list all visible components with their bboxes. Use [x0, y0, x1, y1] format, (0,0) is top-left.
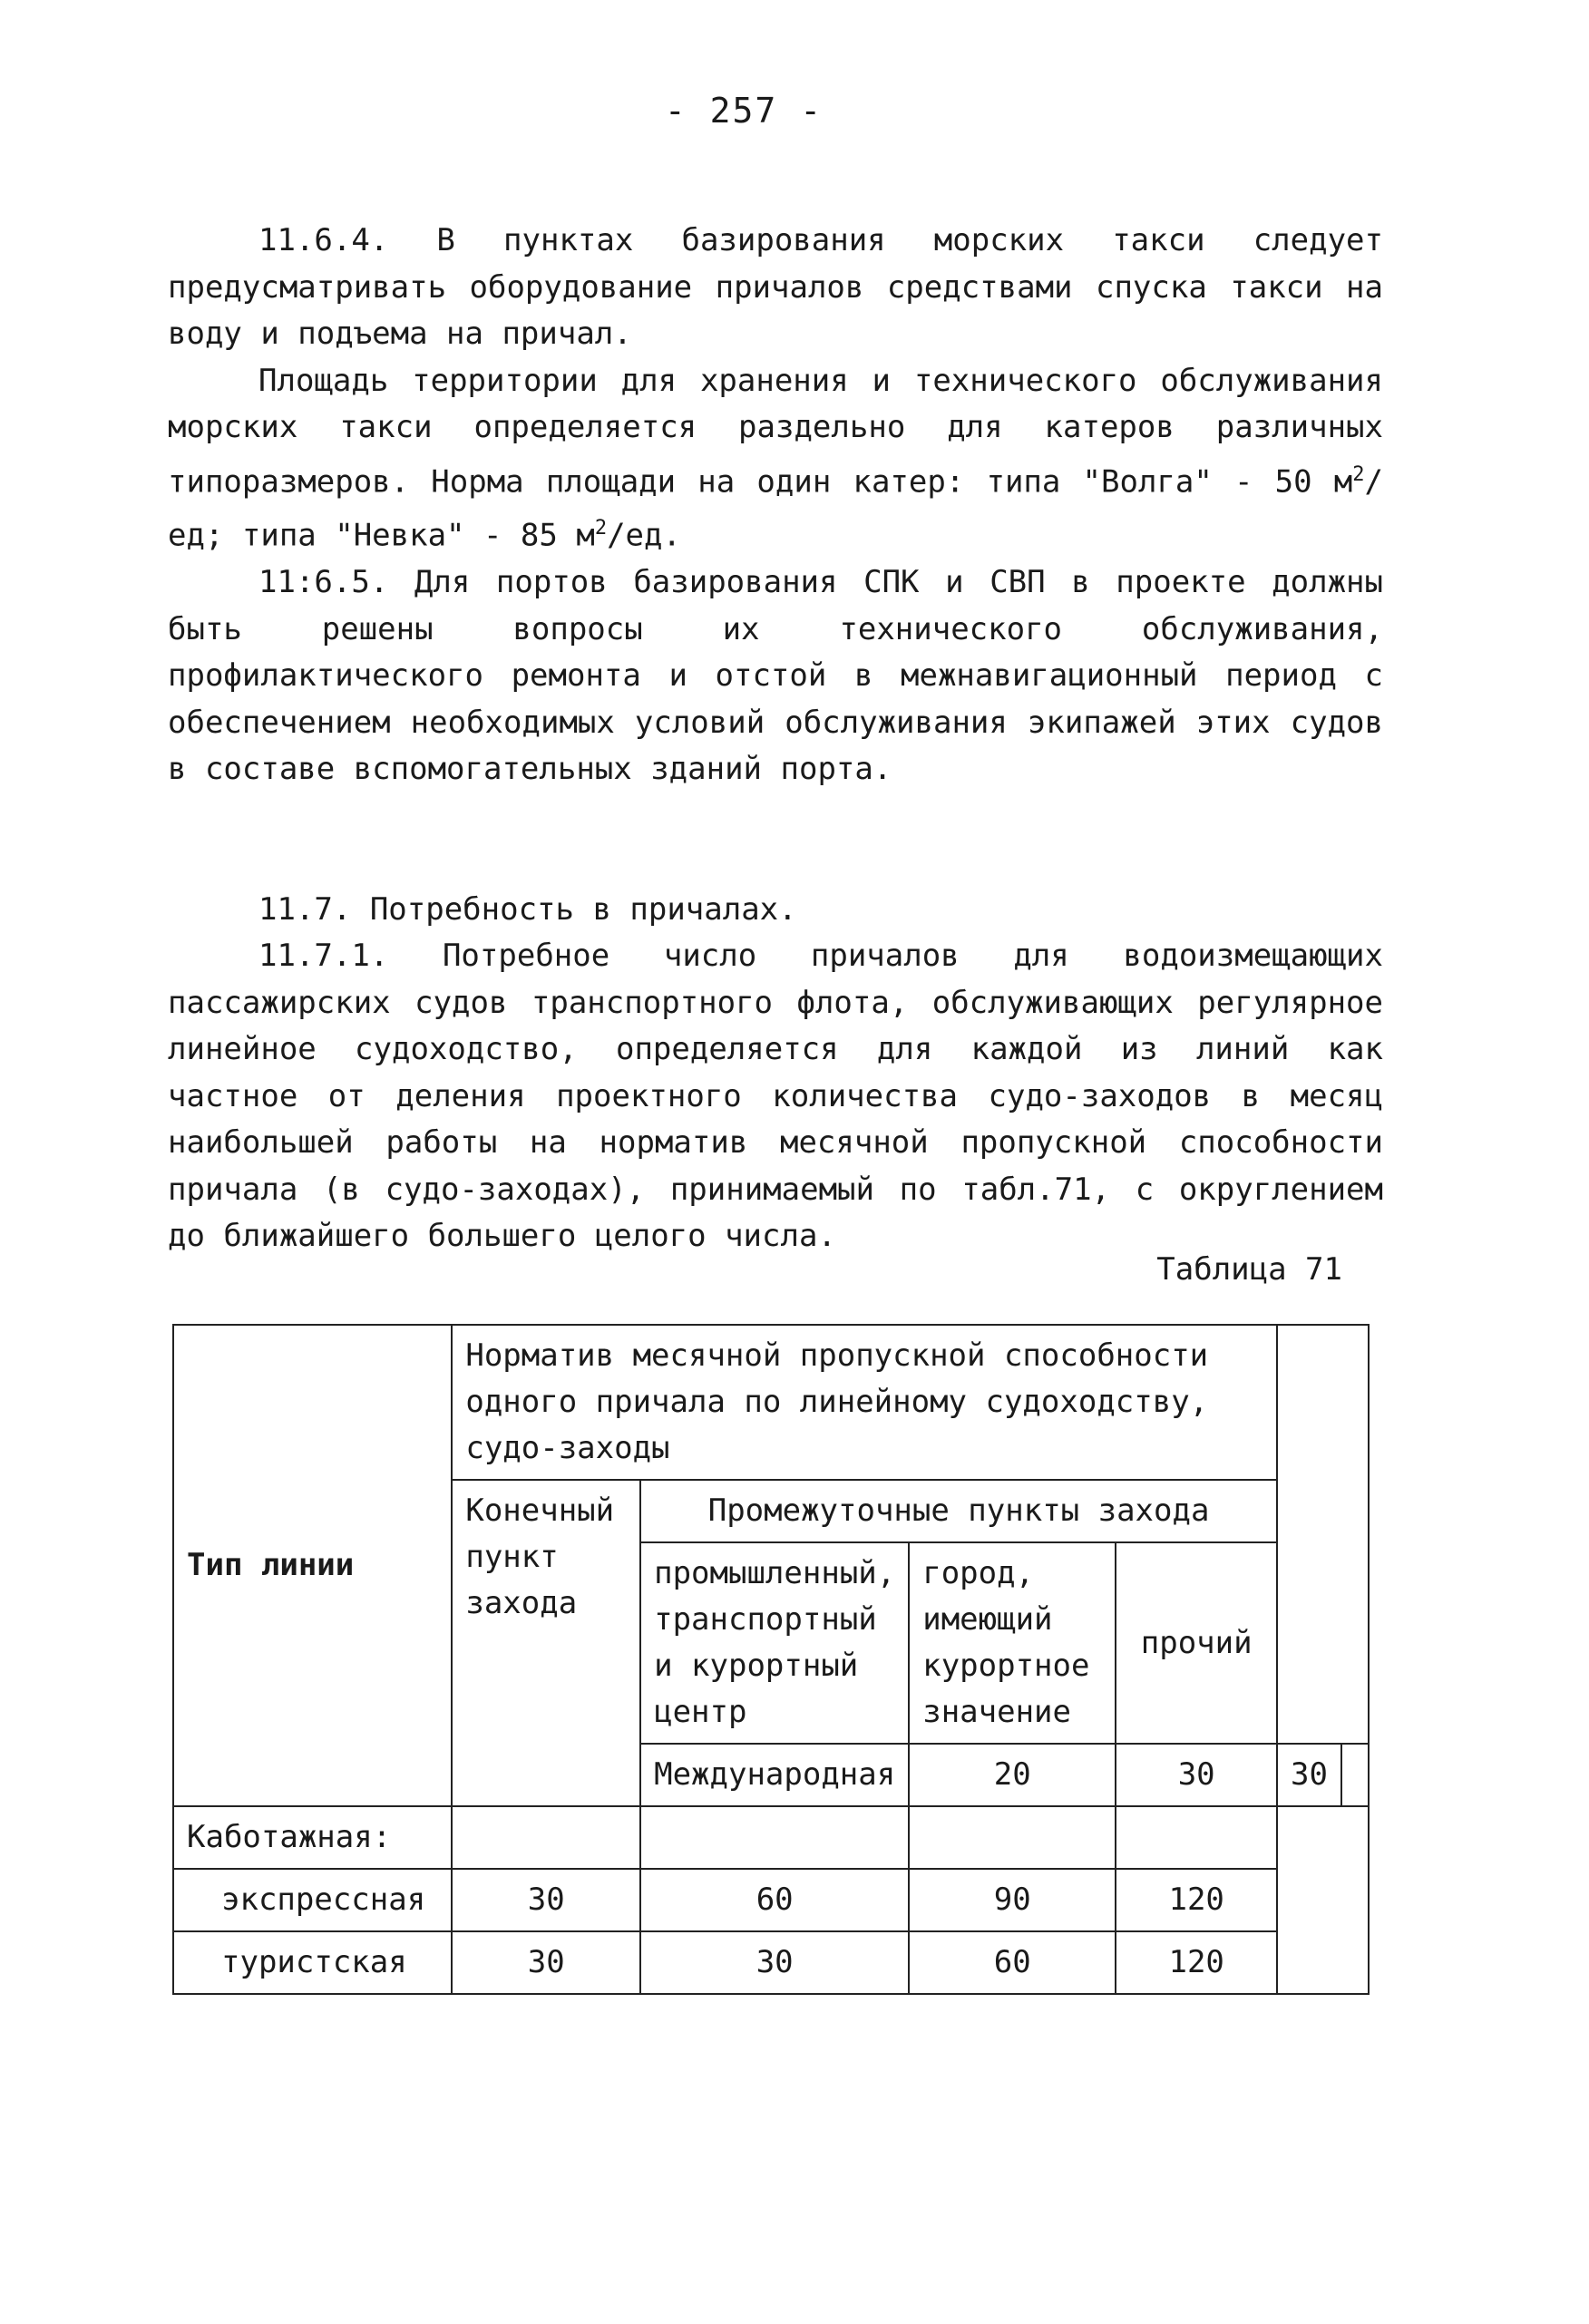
header-other: прочий — [1116, 1542, 1277, 1744]
header-final-point: Конечный пункт захода — [452, 1480, 640, 1806]
header-intermediate-points: Промежуточные пункты захода — [640, 1480, 1277, 1542]
spacer — [168, 793, 1383, 887]
cell-other: 120 — [1116, 1931, 1277, 1994]
text-fragment: /ед; типа "Невка" - 85 м — [168, 462, 1383, 554]
body-text — [168, 218, 1383, 1260]
cell-industrial — [640, 1806, 909, 1869]
cell-other — [1341, 1744, 1369, 1806]
paragraph-11-6-4: 11.6.4. В пунктах базирования морских такси следует предусматривать оборудование причалов средствами спуска такси на воду и подъема на причал. — [168, 222, 1383, 352]
cell-other: 120 — [1116, 1869, 1277, 1931]
cell-industrial: 60 — [640, 1869, 909, 1931]
table-caption: Таблица 71 — [1156, 1251, 1342, 1288]
cell-final: 20 — [909, 1744, 1116, 1806]
cell-other — [1116, 1806, 1277, 1869]
header-norm: Норматив месячной пропускной способности одного причала по линейному судоходству, судо-заходы — [452, 1325, 1277, 1480]
superscript: 2 — [594, 517, 608, 540]
table-row — [173, 1869, 1369, 1931]
text-fragment: /ед. — [607, 517, 681, 554]
cell-line-type: туристская — [173, 1931, 452, 1994]
paragraph-11-7-1: 11.7.1. Потребное число причалов для водоизмещающих пассажирских судов транспортного флота, обслуживающих регулярное линейное судоходство, определяется для каждой из линий как частное от деления проектного количества судо-заходов в месяц наибольшей работы на норматив месячной пропускной способности причала (в судо-заходах), принимаемый по табл.71, с округлением до ближайшего большего целого числа. — [168, 938, 1383, 1255]
cell-city: 30 — [1277, 1744, 1341, 1806]
cell-final: 30 — [452, 1869, 640, 1931]
table-row — [173, 1931, 1369, 1994]
cell-city: 90 — [909, 1869, 1116, 1931]
paragraph-11-6-5: 11:6.5. Для портов базирования СПК и СВП в проекте должны быть решены вопросы их технического обслуживания, профилактического ремонта и отстой в межнавигационный период с обеспечением необходимых условий обслуживания экипажей этих судов в составе вспомогательных зданий порта. — [168, 564, 1383, 788]
cell-industrial: 30 — [1116, 1744, 1277, 1806]
cell-line-type: Международная — [640, 1744, 909, 1806]
header-line-type: Тип линии — [173, 1325, 452, 1806]
table-row — [173, 1806, 1369, 1869]
cell-final — [452, 1806, 640, 1869]
norms-table — [172, 1324, 1370, 1995]
text-fragment: Площадь территории для хранения и технического обслуживания морских такси определяется раздельно для катеров различных типоразмеров. Норма площади на один катер: типа "Волга" - 50 м — [168, 362, 1383, 500]
page-number: - 257 - — [664, 91, 824, 131]
cell-line-type: экспрессная — [173, 1869, 452, 1931]
cell-final: 30 — [452, 1931, 640, 1994]
cell-industrial: 30 — [640, 1931, 909, 1994]
cell-city — [909, 1806, 1116, 1869]
paragraph-taxi-area — [168, 358, 1383, 560]
header-industrial-center: промышленный, транспортный и курортный центр — [640, 1542, 909, 1744]
section-heading-11-7: 11.7. Потребность в причалах. — [258, 890, 797, 928]
superscript: 2 — [1352, 462, 1365, 486]
cell-city: 60 — [909, 1931, 1116, 1994]
header-resort-city: город, имеющий курортное значение — [909, 1542, 1116, 1744]
cell-line-type: Каботажная: — [173, 1806, 452, 1869]
